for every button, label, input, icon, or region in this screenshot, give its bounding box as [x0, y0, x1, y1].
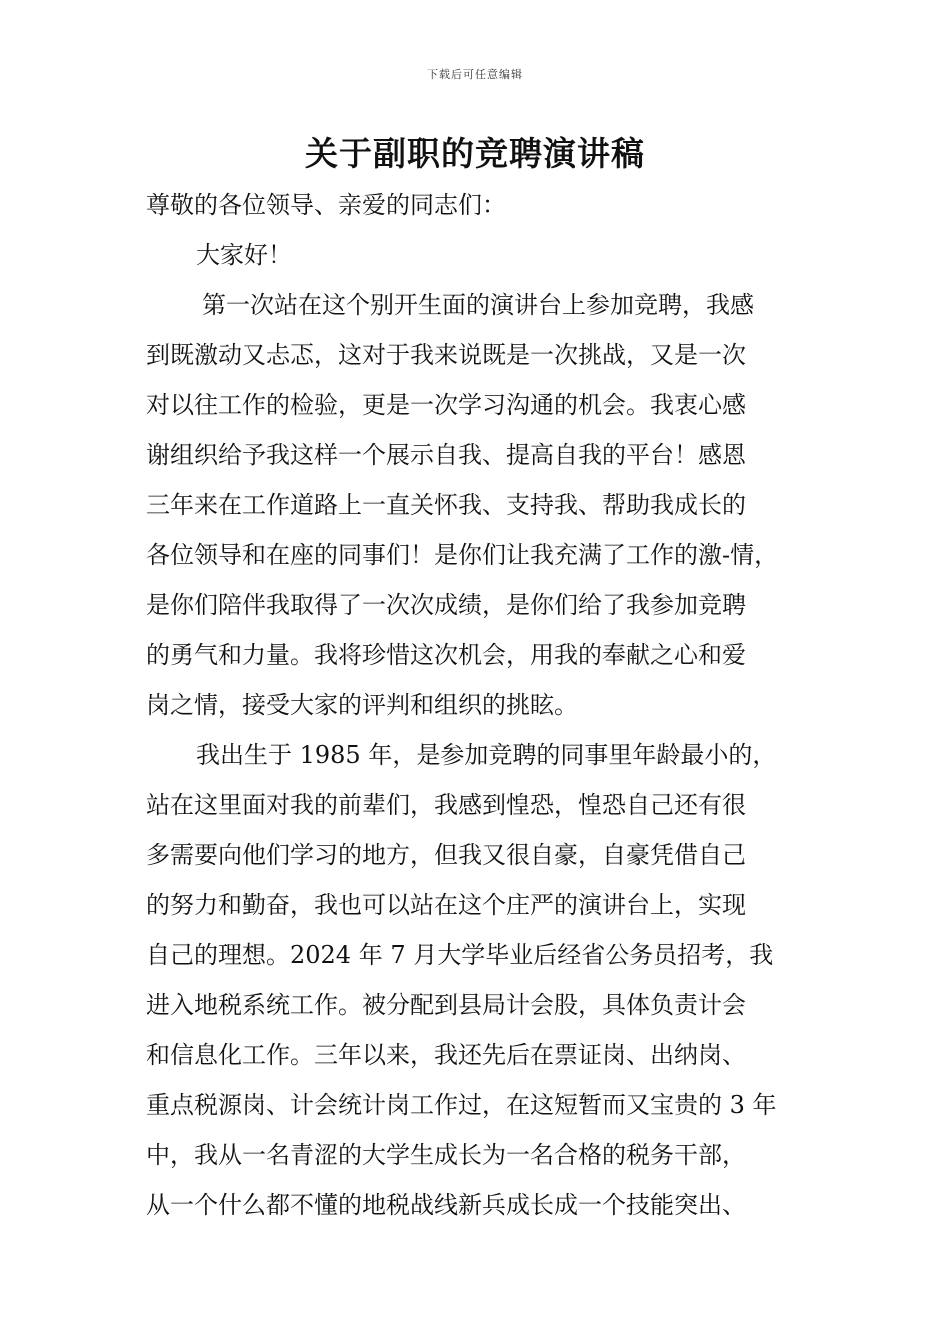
- paragraph-line: 我出生于 1985 年，是参加竞聘的同事里年龄最小的，: [196, 741, 777, 769]
- paragraph-line: 重点税源岗、计会统计岗工作过，在这短暂而又宝贵的 3 年: [146, 1091, 777, 1119]
- paragraph-line: 三年来在工作道路上一直关怀我、支持我、帮助我成长的: [146, 491, 746, 519]
- paragraph-line: 自己的理想。2024 年 7 月大学毕业后经省公务员招考，我: [146, 941, 774, 969]
- paragraph-line: 多需要向他们学习的地方，但我又很自豪，自豪凭借自己: [146, 841, 746, 869]
- paragraph-line: 中，我从一名青涩的大学生成长为一名合格的税务干部，: [146, 1141, 746, 1169]
- paragraph-line: 第一次站在这个别开生面的演讲台上参加竞聘，我感: [202, 291, 754, 319]
- document-title: 关于副职的竞聘演讲稿: [305, 134, 645, 173]
- download-note: 下载后可任意编辑: [427, 68, 523, 81]
- paragraph-line: 谢组织给予我这样一个展示自我、提高自我的平台！感恩: [146, 441, 746, 469]
- paragraph-line: 岗之情，接受大家的评判和组织的挑眩。: [146, 691, 578, 719]
- paragraph-line: 对以往工作的检验，更是一次学习沟通的机会。我衷心感: [146, 391, 746, 419]
- paragraph-line: 的勇气和力量。我将珍惜这次机会，用我的奉献之心和爱: [146, 641, 746, 669]
- document-body: [146, 180, 810, 1230]
- paragraph-line: 是你们陪伴我取得了一次次成绩，是你们给了我参加竞聘: [146, 591, 746, 619]
- paragraph-line: 进入地税系统工作。被分配到县局计会股，具体负责计会: [146, 991, 746, 1019]
- paragraph-line: 到既激动又忐忑，这对于我来说既是一次挑战，又是一次: [146, 341, 746, 369]
- paragraph-line: 站在这里面对我的前辈们，我感到惶恐，惶恐自己还有很: [146, 791, 746, 819]
- paragraph-line: 和信息化工作。三年以来，我还先后在票证岗、出纳岗、: [146, 1041, 746, 1069]
- paragraph-line: 从一个什么都不懂的地税战线新兵成长成一个技能突出、: [146, 1191, 746, 1219]
- salutation-line: 尊敬的各位领导、亲爱的同志们：: [146, 191, 506, 219]
- paragraph-line: 各位领导和在座的同事们！是你们让我充满了工作的激-情，: [146, 541, 779, 569]
- paragraph-line: 的努力和勤奋，我也可以站在这个庄严的演讲台上，实现: [146, 891, 746, 919]
- greeting-line: 大家好！: [196, 241, 292, 269]
